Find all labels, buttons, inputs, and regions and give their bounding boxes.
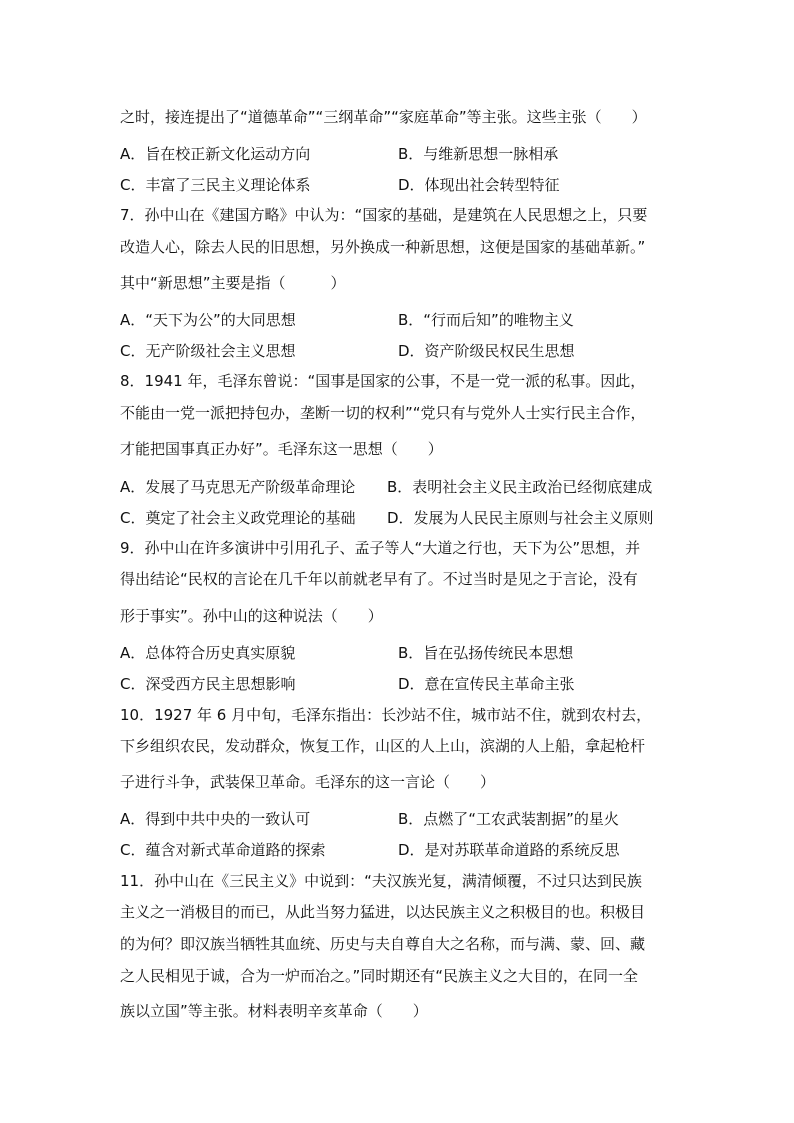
q11-stem-line-5: 族以立国”等主张。材料表明辛亥革命（ ） [120, 1002, 428, 1020]
q6-option-a: A．旨在校正新文化运动方向 [120, 145, 311, 163]
q7-option-c: C．无产阶级社会主义思想 [120, 342, 296, 360]
q10-stem-line-3: 子进行斗争，武装保卫革命。毛泽东的这一言论（ ） [120, 773, 496, 791]
q8-option-c: C．奠定了社会主义政党理论的基础 [120, 509, 356, 527]
q7-stem-line-2: 改造人心，除去人民的旧思想，另外换成一种新思想，这便是国家的基础革新。” [120, 238, 646, 256]
q7-option-b: B．“行而后知”的唯物主义 [398, 311, 574, 329]
q10-stem-line-2: 下乡组织农民，发动群众，恢复工作，山区的人上山，滨湖的人上船，拿起枪杆 [120, 737, 646, 755]
q8-option-a: A．发展了马克思无产阶级革命理论 [120, 478, 356, 496]
q8-stem-line-2: 不能由一党一派把持包办，垄断一切的权利”“党只有与党外人士实行民主合作， [120, 404, 646, 422]
q6-option-c: C．丰富了三民主义理论体系 [120, 176, 311, 194]
q7-stem-line-1: 7．孙中山在《建国方略》中认为：“国家的基础，是建筑在人民思想之上，只要 [120, 206, 648, 224]
q9-stem-line-3: 形于事实”。孙中山的这种说法（ ） [120, 607, 383, 625]
q10-option-a: A．得到中共中央的一致认可 [120, 810, 311, 828]
q10-option-b: B．点燃了“工农武装割据”的星火 [398, 810, 619, 828]
q10-option-d: D．是对苏联革命道路的系统反思 [398, 841, 620, 859]
q11-stem-line-1: 11．孙中山在《三民主义》中说到：“夫汉族光复，满清倾覆，不过只达到民族 [120, 872, 642, 890]
q10-stem-line-1: 10．1927 年 6 月中旬，毛泽东指出：长沙站不住，城市站不住，就到农村去， [120, 706, 652, 724]
q6-option-b: B．与维新思想一脉相承 [398, 145, 559, 163]
q10-option-c: C．蕴含对新式革命道路的探索 [120, 841, 326, 859]
q9-stem-line-2: 得出结论“民权的言论在几千年以前就老早有了。不过当时是见之于言论，没有 [120, 570, 638, 588]
q7-option-d: D．资产阶级民权民生思想 [398, 342, 575, 360]
q7-stem-line-3: 其中“新思想”主要是指（ ） [120, 274, 346, 292]
q9-stem-line-1: 9．孙中山在许多演讲中引用孔子、孟子等人“大道之行也，天下为公”思想，并 [120, 539, 641, 557]
q8-stem-line-3: 才能把国事真正办好”。毛泽东这一思想（ ） [120, 440, 443, 458]
q6-option-d: D．体现出社会转型特征 [398, 176, 560, 194]
q11-stem-line-2: 主义之一消极目的而已，从此当努力猛进，以达民族主义之积极目的也。积极目 [120, 903, 646, 921]
q9-option-d: D．意在宣传民主革命主张 [398, 675, 575, 693]
q8-stem-line-1: 8．1941 年，毛泽东曾说：“国事是国家的公事，不是一党一派的私事。因此， [120, 372, 646, 390]
q7-option-a: A．“天下为公”的大同思想 [120, 311, 296, 329]
q11-stem-line-4: 之人民相见于诚，合为一炉而冶之。”同时期还有“民族主义之大目的，在同一全 [120, 967, 639, 985]
q8-option-d: D．发展为人民民主原则与社会主义原则 [387, 509, 654, 527]
q9-option-b: B．旨在弘扬传统民本思想 [398, 644, 574, 662]
q8-option-b: B．表明社会主义民主政治已经彻底建成 [387, 478, 653, 496]
q11-stem-line-3: 的为何？即汉族当牺牲其血统、历史与夫自尊自大之名称，而与满、蒙、回、藏 [120, 935, 646, 953]
q9-option-a: A．总体符合历史真实原貌 [120, 644, 296, 662]
q6-stem-end: 之时，接连提出了“道德革命”“三纲革命”“家庭革命”等主张。这些主张（ ） [120, 108, 647, 126]
q9-option-c: C．深受西方民主思想影响 [120, 675, 296, 693]
